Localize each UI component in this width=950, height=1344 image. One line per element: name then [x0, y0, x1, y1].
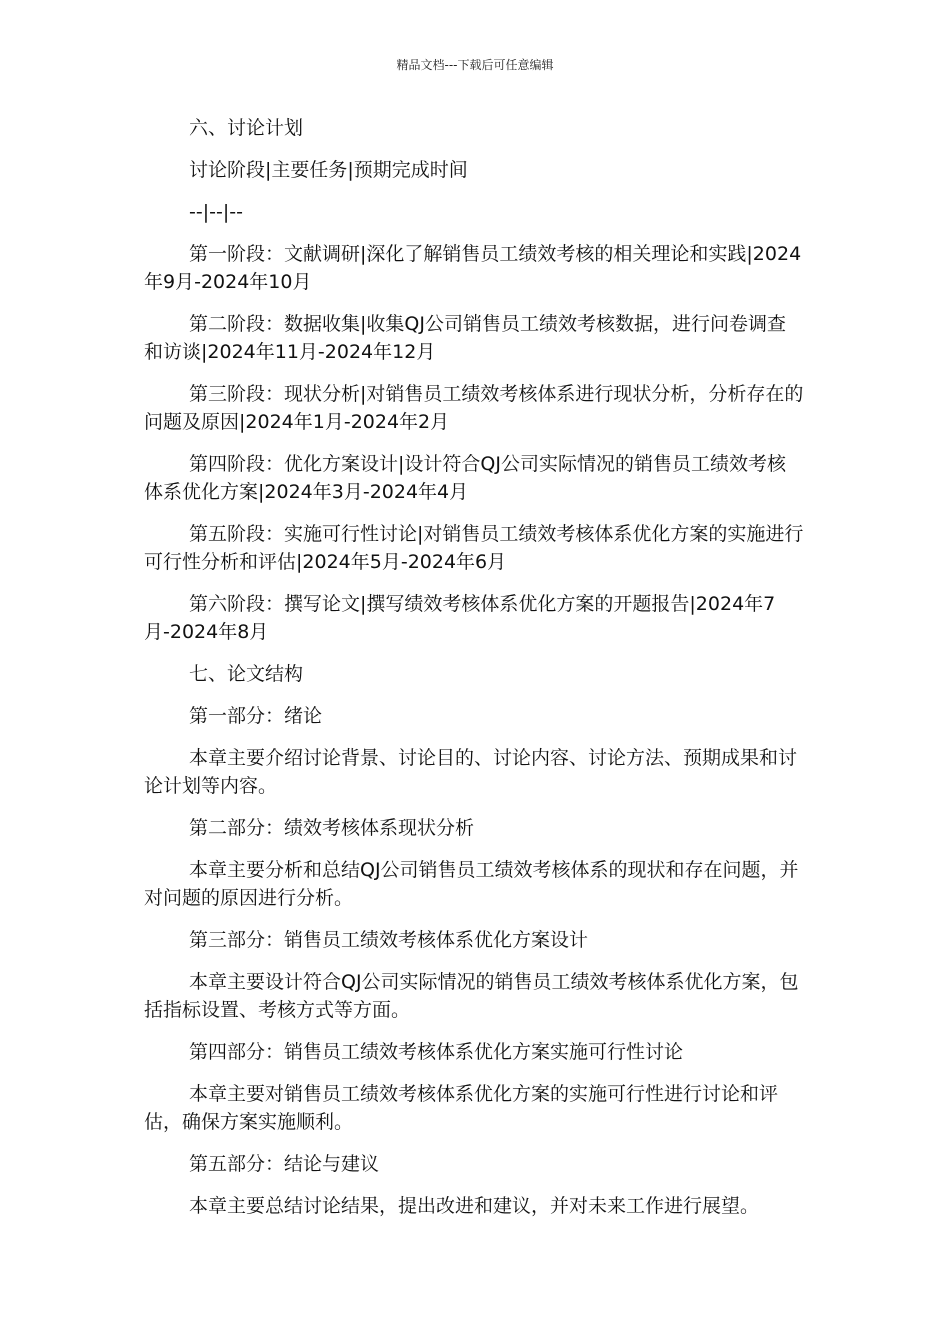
plan-stage-3: 第三阶段：现状分析|对销售员工绩效考核体系进行现状分析，分析存在的问题及原因|2024年1月-2024年2月 [144, 383, 804, 433]
part-3-title: 第三部分：销售员工绩效考核体系优化方案设计 [189, 929, 589, 951]
part-2-title: 第二部分：绩效考核体系现状分析 [189, 817, 475, 839]
part-2-description: 本章主要分析和总结QJ公司销售员工绩效考核体系的现状和存在问题，并对问题的原因进行分析。 [144, 859, 799, 909]
section-heading-discussion-plan: 六、讨论计划 [189, 117, 304, 139]
part-5-description: 本章主要总结讨论结果，提出改进和建议，并对未来工作进行展望。 [189, 1195, 760, 1217]
page-header: 精品文档---下载后可任意编辑 [396, 58, 554, 72]
part-1-title: 第一部分：绪论 [189, 705, 323, 727]
plan-stage-4: 第四阶段：优化方案设计|设计符合QJ公司实际情况的销售员工绩效考核体系优化方案|2024年3月-2024年4月 [144, 453, 786, 503]
document-body [144, 114, 804, 1234]
plan-stage-6: 第六阶段：撰写论文|撰写绩效考核体系优化方案的开题报告|2024年7月-2024年8月 [144, 593, 776, 643]
part-5-title: 第五部分：结论与建议 [189, 1153, 380, 1175]
plan-stage-2: 第二阶段：数据收集|收集QJ公司销售员工绩效考核数据，进行问卷调查和访谈|2024年11月-2024年12月 [144, 313, 786, 363]
part-1-description: 本章主要介绍讨论背景、讨论目的、讨论内容、讨论方法、预期成果和讨论计划等内容。 [144, 747, 798, 797]
plan-stage-1: 第一阶段：文献调研|深化了解销售员工绩效考核的相关理论和实践|2024年9月-2024年10月 [144, 243, 802, 293]
part-3-description: 本章主要设计符合QJ公司实际情况的销售员工绩效考核体系优化方案，包括指标设置、考核方式等方面。 [144, 971, 799, 1021]
section-heading-thesis-structure: 七、论文结构 [189, 663, 304, 685]
plan-table-header: 讨论阶段|主要任务|预期完成时间 [189, 159, 468, 181]
part-4-title: 第四部分：销售员工绩效考核体系优化方案实施可行性讨论 [189, 1041, 684, 1063]
plan-table-separator: --|--|-- [189, 201, 243, 223]
plan-stage-5: 第五阶段：实施可行性讨论|对销售员工绩效考核体系优化方案的实施进行可行性分析和评估|2024年5月-2024年6月 [144, 523, 804, 573]
part-4-description: 本章主要对销售员工绩效考核体系优化方案的实施可行性进行讨论和评估，确保方案实施顺利。 [144, 1083, 779, 1133]
